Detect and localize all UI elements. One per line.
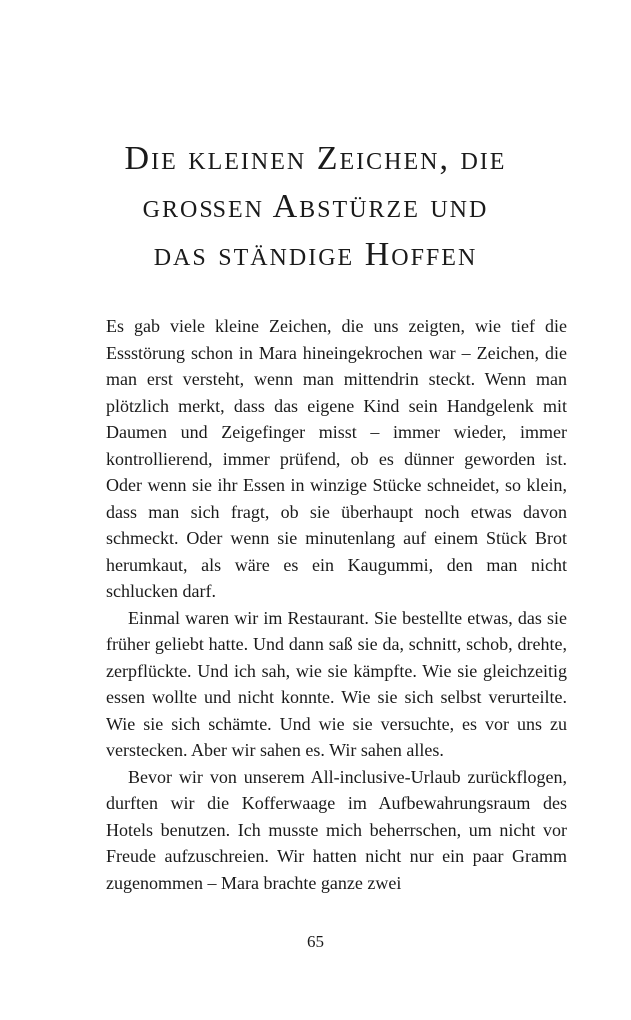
chapter-title-line-3: das ständige Hoffen (153, 236, 478, 273)
chapter-title-line-1: Die kleinen Zeichen, die (124, 140, 507, 177)
chapter-title-line-2: großen Abstürze und (142, 188, 489, 225)
body-text (106, 313, 567, 896)
chapter-title (60, 135, 571, 279)
paragraph-1: Es gab viele kleine Zeichen, die uns zeigten, wie tief die Essstörung schon in Mara hineingekrochen war – Zeichen, die man erst versteht, wenn man mittendrin steckt. Wenn man plötzlich merkt, dass das eigene Kind sein Handgelenk mit Daumen und Zeigefinger misst – immer wieder, immer kontrollierend, immer prüfend, ob es dünner geworden ist. Oder wenn sie ihr Essen in winzige Stücke schneidet, so klein, dass man sich fragt, ob sie überhaupt noch etwas davon schmeckt. Oder wenn sie minutenlang auf einem Stück Brot herumkaut, als wäre es ein Kaugummi, den man nicht schlucken darf. (106, 316, 567, 601)
paragraph-3: Bevor wir von unserem All-inclusive-Urlaub zurückflogen, durften wir die Kofferwaage im Aufbewahrungsraum des Hotels benutzen. Ich musste mich beherrschen, um nicht vor Freude aufzuschreien. Wir hatten nicht nur ein paar Gramm zugenommen – Mara brachte ganze zwei (106, 766, 567, 893)
page-number: 65 (307, 932, 324, 951)
paragraph-2: Einmal waren wir im Restaurant. Sie bestellte etwas, das sie früher geliebt hatte. Und dann saß sie da, schnitt, schob, drehte, zerpflückte. Und ich sah, wie sie kämpfte. Wie sie gleichzeitig essen wollte und nicht konnte. Wie sie sich selbst verurteilte. Wie sie sich schämte. Und wie sie versuchte, es vor uns zu verstecken. Aber wir sahen es. Wir sahen alles. (106, 607, 567, 760)
